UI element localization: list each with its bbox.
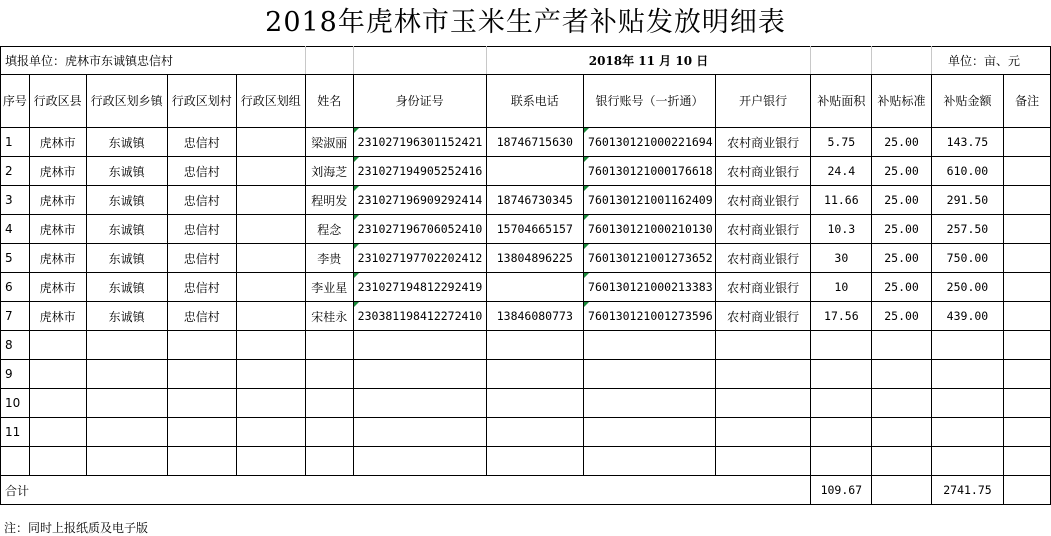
cell-group[interactable] bbox=[236, 360, 305, 389]
cell-name[interactable]: 程明发 bbox=[305, 186, 353, 215]
cell-town[interactable]: 东诚镇 bbox=[86, 215, 167, 244]
cell-amount[interactable]: 610.00 bbox=[931, 157, 1003, 186]
cell-village[interactable] bbox=[167, 331, 236, 360]
table-row bbox=[1, 389, 1051, 418]
cell-town[interactable] bbox=[86, 331, 167, 360]
total-amount[interactable]: 2741.75 bbox=[931, 476, 1003, 505]
cell-village[interactable]: 忠信村 bbox=[167, 215, 236, 244]
cell-town[interactable]: 东诚镇 bbox=[86, 273, 167, 302]
cell-standard[interactable]: 25.00 bbox=[872, 244, 931, 273]
cell-no[interactable]: 1 bbox=[1, 128, 30, 157]
cell-standard[interactable] bbox=[872, 360, 931, 389]
cell-standard[interactable] bbox=[872, 331, 931, 360]
cell-area[interactable] bbox=[811, 389, 872, 418]
header-village: 行政区划村 bbox=[167, 75, 236, 128]
cell-bank[interactable]: 农村商业银行 bbox=[715, 244, 810, 273]
cell-standard[interactable]: 25.00 bbox=[872, 157, 931, 186]
cell-phone[interactable] bbox=[486, 157, 583, 186]
header-id-number: 身份证号 bbox=[353, 75, 486, 128]
cell-phone[interactable]: 13846080773 bbox=[486, 302, 583, 331]
total-label[interactable]: 合计 bbox=[1, 476, 811, 505]
cell-account[interactable]: 760130121001162409 bbox=[584, 186, 716, 215]
header-group: 行政区划组 bbox=[236, 75, 305, 128]
cell-village[interactable]: 忠信村 bbox=[167, 273, 236, 302]
cell-group[interactable] bbox=[236, 447, 305, 476]
cell-bank[interactable] bbox=[715, 389, 810, 418]
cell-area[interactable] bbox=[811, 331, 872, 360]
header-bank-account: 银行账号（一折通） bbox=[584, 75, 716, 128]
cell-group[interactable] bbox=[236, 389, 305, 418]
cell-village[interactable] bbox=[167, 360, 236, 389]
table-row bbox=[1, 331, 1051, 360]
cell-phone[interactable] bbox=[486, 389, 583, 418]
header-county: 行政区县 bbox=[29, 75, 86, 128]
cell-no[interactable] bbox=[1, 447, 30, 476]
cell-county[interactable] bbox=[29, 447, 86, 476]
cell-county[interactable]: 虎林市 bbox=[29, 157, 86, 186]
cell-county[interactable]: 虎林市 bbox=[29, 186, 86, 215]
table-row bbox=[1, 157, 1051, 186]
cell-id[interactable]: 231027196909292414 bbox=[353, 186, 486, 215]
subsidy-table bbox=[0, 46, 1051, 505]
cell-group[interactable] bbox=[236, 186, 305, 215]
header-amount: 补贴金额 bbox=[931, 75, 1003, 128]
total-row bbox=[1, 476, 1051, 505]
cell-amount[interactable]: 143.75 bbox=[931, 128, 1003, 157]
info-row bbox=[1, 47, 1051, 75]
cell-bank[interactable] bbox=[715, 331, 810, 360]
cell-group[interactable] bbox=[236, 215, 305, 244]
cell-account[interactable]: 760130121000221694 bbox=[584, 128, 716, 157]
cell-account[interactable] bbox=[584, 447, 716, 476]
cell-area[interactable]: 24.4 bbox=[811, 157, 872, 186]
cell-remark[interactable] bbox=[1004, 186, 1051, 215]
header-seq: 序号 bbox=[1, 75, 30, 128]
cell-name[interactable] bbox=[305, 360, 353, 389]
cell-account[interactable]: 760130121000213383 bbox=[584, 273, 716, 302]
cell-amount[interactable]: 750.00 bbox=[931, 244, 1003, 273]
cell-village[interactable]: 忠信村 bbox=[167, 244, 236, 273]
reporting-unit: 填报单位：虎林市东诚镇忠信村 bbox=[1, 47, 306, 75]
cell-account[interactable]: 760130121001273652 bbox=[584, 244, 716, 273]
cell-phone[interactable]: 13804896225 bbox=[486, 244, 583, 273]
cell-id[interactable]: 231027194812292419 bbox=[353, 273, 486, 302]
cell-bank[interactable]: 农村商业银行 bbox=[715, 157, 810, 186]
cell-bank[interactable]: 农村商业银行 bbox=[715, 186, 810, 215]
report-date: 2018年 11 月 10 日 bbox=[486, 47, 811, 75]
cell-group[interactable] bbox=[236, 302, 305, 331]
cell-remark[interactable] bbox=[1004, 447, 1051, 476]
header-phone: 联系电话 bbox=[486, 75, 583, 128]
cell-remark[interactable] bbox=[1004, 389, 1051, 418]
cell-phone[interactable]: 18746730345 bbox=[486, 186, 583, 215]
cell-remark[interactable] bbox=[1004, 418, 1051, 447]
cell-no[interactable]: 5 bbox=[1, 244, 30, 273]
cell-bank[interactable] bbox=[715, 360, 810, 389]
cell-no[interactable]: 9 bbox=[1, 360, 30, 389]
cell-area[interactable] bbox=[811, 447, 872, 476]
cell-account[interactable] bbox=[584, 360, 716, 389]
cell-group[interactable] bbox=[236, 273, 305, 302]
cell-bank[interactable]: 农村商业银行 bbox=[715, 273, 810, 302]
measure-unit: 单位：亩、元 bbox=[931, 47, 1050, 75]
cell-account[interactable] bbox=[584, 331, 716, 360]
cell-area[interactable]: 10.3 bbox=[811, 215, 872, 244]
cell-area[interactable]: 11.66 bbox=[811, 186, 872, 215]
cell-county[interactable]: 虎林市 bbox=[29, 302, 86, 331]
sheet-title: 2018年虎林市玉米生产者补贴发放明细表 bbox=[265, 7, 786, 38]
cell-name[interactable]: 宋桂永 bbox=[305, 302, 353, 331]
cell-group[interactable] bbox=[236, 128, 305, 157]
cell-group[interactable] bbox=[236, 157, 305, 186]
cell-remark[interactable] bbox=[1004, 157, 1051, 186]
cell-account[interactable] bbox=[584, 389, 716, 418]
cell-county[interactable]: 虎林市 bbox=[29, 273, 86, 302]
header-name: 姓名 bbox=[305, 75, 353, 128]
table-row bbox=[1, 447, 1051, 476]
cell-account[interactable] bbox=[584, 418, 716, 447]
cell-remark[interactable] bbox=[1004, 128, 1051, 157]
cell-id[interactable]: 231027197702202412 bbox=[353, 244, 486, 273]
cell-amount[interactable] bbox=[931, 389, 1003, 418]
cell-name[interactable] bbox=[305, 418, 353, 447]
cell-id[interactable]: 230381198412272410 bbox=[353, 302, 486, 331]
cell-id[interactable] bbox=[353, 418, 486, 447]
cell-name[interactable]: 程念 bbox=[305, 215, 353, 244]
cell-bank[interactable]: 农村商业银行 bbox=[715, 128, 810, 157]
header-remark: 备注 bbox=[1004, 75, 1051, 128]
cell-phone[interactable]: 18746715630 bbox=[486, 128, 583, 157]
cell-phone[interactable] bbox=[486, 447, 583, 476]
cell-village[interactable]: 忠信村 bbox=[167, 157, 236, 186]
table-row bbox=[1, 215, 1051, 244]
cell-county[interactable] bbox=[29, 389, 86, 418]
cell-group[interactable] bbox=[236, 244, 305, 273]
cell-village[interactable]: 忠信村 bbox=[167, 186, 236, 215]
cell-standard[interactable]: 25.00 bbox=[872, 128, 931, 157]
cell-no[interactable]: 7 bbox=[1, 302, 30, 331]
cell-phone[interactable] bbox=[486, 418, 583, 447]
cell-village[interactable] bbox=[167, 389, 236, 418]
total-remark[interactable] bbox=[1004, 476, 1051, 505]
cell-account[interactable]: 760130121000210130 bbox=[584, 215, 716, 244]
cell-phone[interactable] bbox=[486, 273, 583, 302]
cell-area[interactable]: 17.56 bbox=[811, 302, 872, 331]
cell-name[interactable]: 李业星 bbox=[305, 273, 353, 302]
cell-standard[interactable] bbox=[872, 389, 931, 418]
cell-amount[interactable]: 250.00 bbox=[931, 273, 1003, 302]
table-row bbox=[1, 302, 1051, 331]
cell-village[interactable] bbox=[167, 447, 236, 476]
cell-amount[interactable]: 291.50 bbox=[931, 186, 1003, 215]
cell-county[interactable]: 虎林市 bbox=[29, 128, 86, 157]
cell-town[interactable] bbox=[86, 418, 167, 447]
cell-phone[interactable] bbox=[486, 331, 583, 360]
cell-area[interactable] bbox=[811, 360, 872, 389]
total-standard[interactable] bbox=[872, 476, 931, 505]
cell-group[interactable] bbox=[236, 418, 305, 447]
table-row bbox=[1, 360, 1051, 389]
cell-name[interactable]: 刘海芝 bbox=[305, 157, 353, 186]
cell-id[interactable]: 231027194905252416 bbox=[353, 157, 486, 186]
cell-remark[interactable] bbox=[1004, 331, 1051, 360]
cell-county[interactable]: 虎林市 bbox=[29, 215, 86, 244]
header-standard: 补贴标准 bbox=[872, 75, 931, 128]
cell-account[interactable]: 760130121000176618 bbox=[584, 157, 716, 186]
cell-id[interactable] bbox=[353, 389, 486, 418]
cell-no[interactable]: 10 bbox=[1, 389, 30, 418]
table-row bbox=[1, 186, 1051, 215]
cell-remark[interactable] bbox=[1004, 244, 1051, 273]
cell-remark[interactable] bbox=[1004, 360, 1051, 389]
cell-standard[interactable]: 25.00 bbox=[872, 186, 931, 215]
header-bank: 开户银行 bbox=[715, 75, 810, 128]
cell-amount[interactable] bbox=[931, 418, 1003, 447]
cell-bank[interactable] bbox=[715, 418, 810, 447]
header-row bbox=[1, 75, 1051, 128]
cell-remark[interactable] bbox=[1004, 273, 1051, 302]
cell-area[interactable]: 5.75 bbox=[811, 128, 872, 157]
cell-area[interactable]: 10 bbox=[811, 273, 872, 302]
cell-town[interactable]: 东诚镇 bbox=[86, 128, 167, 157]
cell-standard[interactable]: 25.00 bbox=[872, 302, 931, 331]
cell-no[interactable]: 11 bbox=[1, 418, 30, 447]
cell-area[interactable]: 30 bbox=[811, 244, 872, 273]
cell-town[interactable]: 东诚镇 bbox=[86, 157, 167, 186]
total-area[interactable]: 109.67 bbox=[811, 476, 872, 505]
table-row bbox=[1, 273, 1051, 302]
cell-county[interactable] bbox=[29, 418, 86, 447]
cell-id[interactable] bbox=[353, 331, 486, 360]
cell-area[interactable] bbox=[811, 418, 872, 447]
cell-town[interactable]: 东诚镇 bbox=[86, 186, 167, 215]
cell-name[interactable]: 李贵 bbox=[305, 244, 353, 273]
cell-no[interactable]: 2 bbox=[1, 157, 30, 186]
cell-account[interactable]: 760130121001273596 bbox=[584, 302, 716, 331]
header-town: 行政区划乡镇 bbox=[86, 75, 167, 128]
cell-name[interactable] bbox=[305, 331, 353, 360]
footnote: 注：同时上报纸质及电子版 bbox=[4, 521, 149, 535]
header-area: 补贴面积 bbox=[811, 75, 872, 128]
cell-id[interactable]: 231027196706052410 bbox=[353, 215, 486, 244]
cell-county[interactable] bbox=[29, 360, 86, 389]
cell-standard[interactable]: 25.00 bbox=[872, 273, 931, 302]
table-row bbox=[1, 244, 1051, 273]
cell-phone[interactable] bbox=[486, 360, 583, 389]
cell-no[interactable]: 8 bbox=[1, 331, 30, 360]
cell-amount[interactable]: 439.00 bbox=[931, 302, 1003, 331]
cell-name[interactable] bbox=[305, 389, 353, 418]
cell-remark[interactable] bbox=[1004, 302, 1051, 331]
cell-id[interactable]: 231027196301152421 bbox=[353, 128, 486, 157]
cell-no[interactable]: 6 bbox=[1, 273, 30, 302]
cell-bank[interactable]: 农村商业银行 bbox=[715, 215, 810, 244]
cell-id[interactable] bbox=[353, 360, 486, 389]
cell-name[interactable] bbox=[305, 447, 353, 476]
cell-id[interactable] bbox=[353, 447, 486, 476]
cell-village[interactable]: 忠信村 bbox=[167, 128, 236, 157]
cell-village[interactable]: 忠信村 bbox=[167, 302, 236, 331]
cell-county[interactable] bbox=[29, 331, 86, 360]
cell-town[interactable] bbox=[86, 389, 167, 418]
cell-no[interactable]: 3 bbox=[1, 186, 30, 215]
cell-amount[interactable] bbox=[931, 447, 1003, 476]
cell-name[interactable]: 梁淑丽 bbox=[305, 128, 353, 157]
cell-group[interactable] bbox=[236, 331, 305, 360]
cell-standard[interactable] bbox=[872, 447, 931, 476]
cell-town[interactable]: 东诚镇 bbox=[86, 244, 167, 273]
cell-town[interactable] bbox=[86, 360, 167, 389]
cell-town[interactable]: 东诚镇 bbox=[86, 302, 167, 331]
cell-town[interactable] bbox=[86, 447, 167, 476]
table-row bbox=[1, 128, 1051, 157]
cell-standard[interactable]: 25.00 bbox=[872, 215, 931, 244]
table-row bbox=[1, 418, 1051, 447]
cell-county[interactable]: 虎林市 bbox=[29, 244, 86, 273]
cell-amount[interactable]: 257.50 bbox=[931, 215, 1003, 244]
cell-bank[interactable] bbox=[715, 447, 810, 476]
cell-village[interactable] bbox=[167, 418, 236, 447]
cell-amount[interactable] bbox=[931, 360, 1003, 389]
cell-phone[interactable]: 15704665157 bbox=[486, 215, 583, 244]
cell-bank[interactable]: 农村商业银行 bbox=[715, 302, 810, 331]
cell-remark[interactable] bbox=[1004, 215, 1051, 244]
cell-amount[interactable] bbox=[931, 331, 1003, 360]
cell-no[interactable]: 4 bbox=[1, 215, 30, 244]
cell-standard[interactable] bbox=[872, 418, 931, 447]
